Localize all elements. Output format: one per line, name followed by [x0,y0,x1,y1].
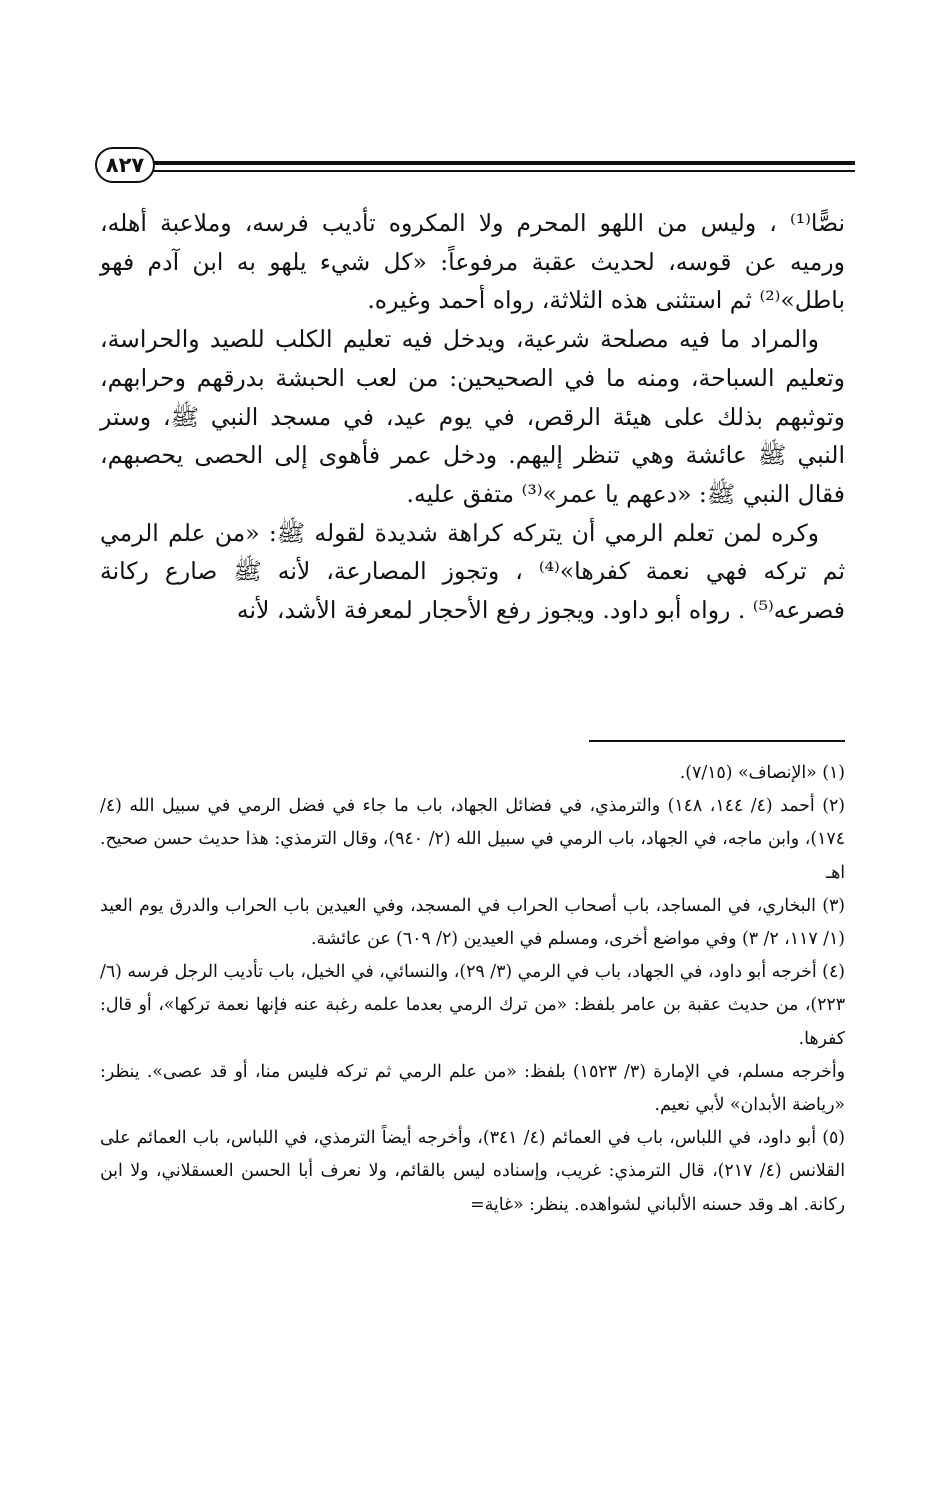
footnote-4: (٤) أخرجه أبو داود، في الجهاد، باب في الرمي (٣/ ٢٩)، والنسائي، في الخيل، باب تأديب الرجل فرسه (٦/ ٢٢٣)، من حديث عقبة بن عامر بلفظ: «من ترك الرمي بعدما علمه رغبة عنه فإنها نعمة تركها»، أو قال: كفرها. [100,962,845,1049]
page-header [95,146,855,190]
footnote-3: (٣) البخاري، في المساجد، باب أصحاب الحراب في المسجد، وفي العيدين باب الحراب والدرق يوم العيد (١/ ١١٧، ٢/ ٣) وفي مواضع أخرى، ومسلم في العيدين (٢/ ٦٠٩) عن عائشة. [100,895,845,950]
footnote-1: (١) «الإنصاف» (٧/١٥). [679,763,845,783]
footnote-5: (٥) أبو داود، في اللباس، باب في العمائم (٤/ ٣٤١)، وأخرجه أيضاً الترمذي، في اللباس، باب العمائم على القلانس (٤/ ٢١٧)، قال الترمذي: غريب، وإسناده ليس بالقائم، ولا نعرف أبا الحسن العسقلاني، ولا ابن ركانة. اهـ وقد حسنه الألباني لشواهده. ينظر: «غاية= [100,1128,845,1215]
paragraph: والمراد ما فيه مصلحة شرعية، ويدخل فيه تعليم الكلب للصيد والحراسة، وتعليم السباحة، ومنه ما في الصحيحين: من لعب الحبشة بدرقهم وحرابهم، وتوثبهم بذلك على هيئة الرقص، في يوم عيد، في مسجد النبي ﷺ، وستر النبي ﷺ عائشة وهي تنظر إليهم. ودخل عمر فأهوى إلى الحصى يحصبهم، فقال النبي ﷺ: «دعهم يا عمر»⁽³⁾ متفق عليه. [100,325,845,508]
footnote-4-continuation: وأخرجه مسلم، في الإمارة (٣/ ١٥٢٣) بلفظ: «من علم الرمي ثم تركه فليس منا، أو قد عصى». ينظر: «رياضة الأبدان» لأبي نعيم. [100,1061,846,1116]
header-rule-thin [153,170,855,172]
paragraph: وكره لمن تعلم الرمي أن يتركه كراهة شديدة لقوله ﷺ: «من علم الرمي ثم تركه فهي نعمة كفرها»⁽⁴⁾ ، وتجوز المصارعة، لأنه ﷺ صارع ركانة فصرعه⁽⁵⁾ . رواه أبو داود. ويجوز رفع الأحجار لمعرفة الأشد، لأنه [100,518,845,625]
footnote-separator [589,740,845,742]
main-text [100,204,845,630]
footnotes [100,757,845,1222]
header-rule [153,161,855,165]
paragraph: نصًّا⁽¹⁾ ، وليس من اللهو المحرم ولا المكروه تأديب فرسه، وملاعبة أهله، ورميه عن قوسه، لحديث عقبة مرفوعاً: «كل شيء يلهو به ابن آدم فهو باطل»⁽²⁾ ثم استثنى هذه الثلاثة، رواه أحمد وغيره. [100,209,845,315]
footnote-2: (٢) أحمد (٤/ ١٤٤، ١٤٨) والترمذي، في فضائل الجهاد، باب ما جاء في فضل الرمي في سبيل الله (٤/ ١٧٤)، وابن ماجه، في الجهاد، باب الرمي في سبيل الله (٢/ ٩٤٠)، وقال الترمذي: هذا حديث حسن صحيح. اهـ [100,796,845,883]
page-number: ٨٢٧ [95,147,155,183]
